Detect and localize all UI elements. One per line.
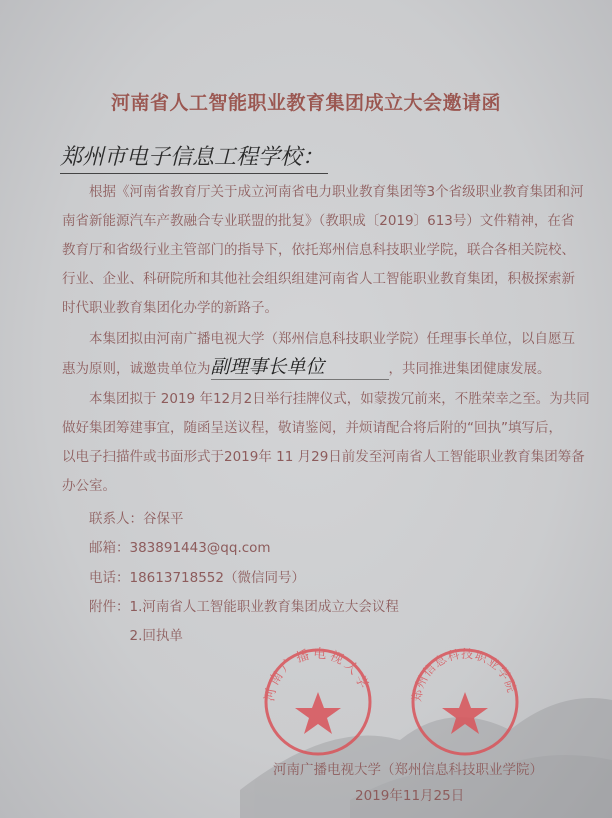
handwritten-role: 副理事长单位 — [211, 352, 389, 380]
para1-line: 行业、企业、科研院所和其他社会组织组建河南省人工智能职业教育集团，积极探索新 — [62, 271, 575, 287]
para1-line: 根据《河南省教育厅关于成立河南省电力职业教育集团等3个省级职业教育集团和河 — [62, 184, 584, 200]
para3-line: 本集团拟于 2019 年12月2日举行挂牌仪式，如蒙拨冗前来，不胜荣幸之至。为共同 — [62, 391, 590, 407]
para3-line: 以电子扫描件或书面形式于2019年 11 月29日前发至河南省人工智能职业教育集团筹备 — [62, 449, 585, 465]
para3-line: 办公室。 — [62, 478, 116, 494]
signature-organization: 河南广播电视大学（郑州信息科技职业学院） — [273, 762, 543, 778]
seal-star-icon — [295, 692, 341, 734]
right-seal-text: 郑州信息科技职业学院 — [409, 646, 520, 703]
signature-date: 2019年11月25日 — [355, 788, 465, 804]
para2-suffix: ，共同推进集团健康发展。 — [388, 361, 551, 377]
document-title: 河南省人工智能职业教育集团成立大会邀请函 — [110, 92, 501, 114]
handwritten-salutation: 郑州市电子信息工程学校： — [60, 140, 328, 174]
svg-text:河南广播电视大学 — [262, 646, 371, 703]
para3-line: 做好集团筹建事宜，随函呈送议程，敬请鉴阅，并烦请配合将后附的“回执”填写后， — [62, 420, 562, 436]
left-seal-text: 河南广播电视大学 — [262, 646, 372, 703]
left-official-seal — [262, 646, 371, 754]
para1-line: 时代职业教育集团化办学的新路子。 — [62, 300, 278, 316]
para1-line: 教育厅和省级行业主管部门的指导下，依托郑州信息科技职业学院，联合各相关院校、 — [62, 242, 575, 258]
para2-line: 本集团拟由河南广播电视大学（郑州信息科技职业学院）任理事长单位，以自愿互 — [62, 331, 575, 347]
para1-line: 南省新能源汽车产教融合专业联盟的批复》（教职成〔2019〕613号）文件精神，在省 — [62, 213, 575, 229]
svg-text:郑州信息科技职业学院 — [409, 646, 520, 703]
contact-person: 联系人：谷保平 — [62, 511, 184, 527]
contact-phone: 电话：18613718552（微信同号） — [62, 570, 305, 586]
para2-prefix: 惠为原则，诚邀贵单位为 — [62, 361, 211, 377]
attachment-2: 2.回执单 — [62, 628, 183, 644]
attachment-1: 附件：1.河南省人工智能职业教育集团成立大会议程 — [62, 599, 399, 615]
contact-email: 邮箱：383891443@qq.com — [62, 540, 271, 556]
